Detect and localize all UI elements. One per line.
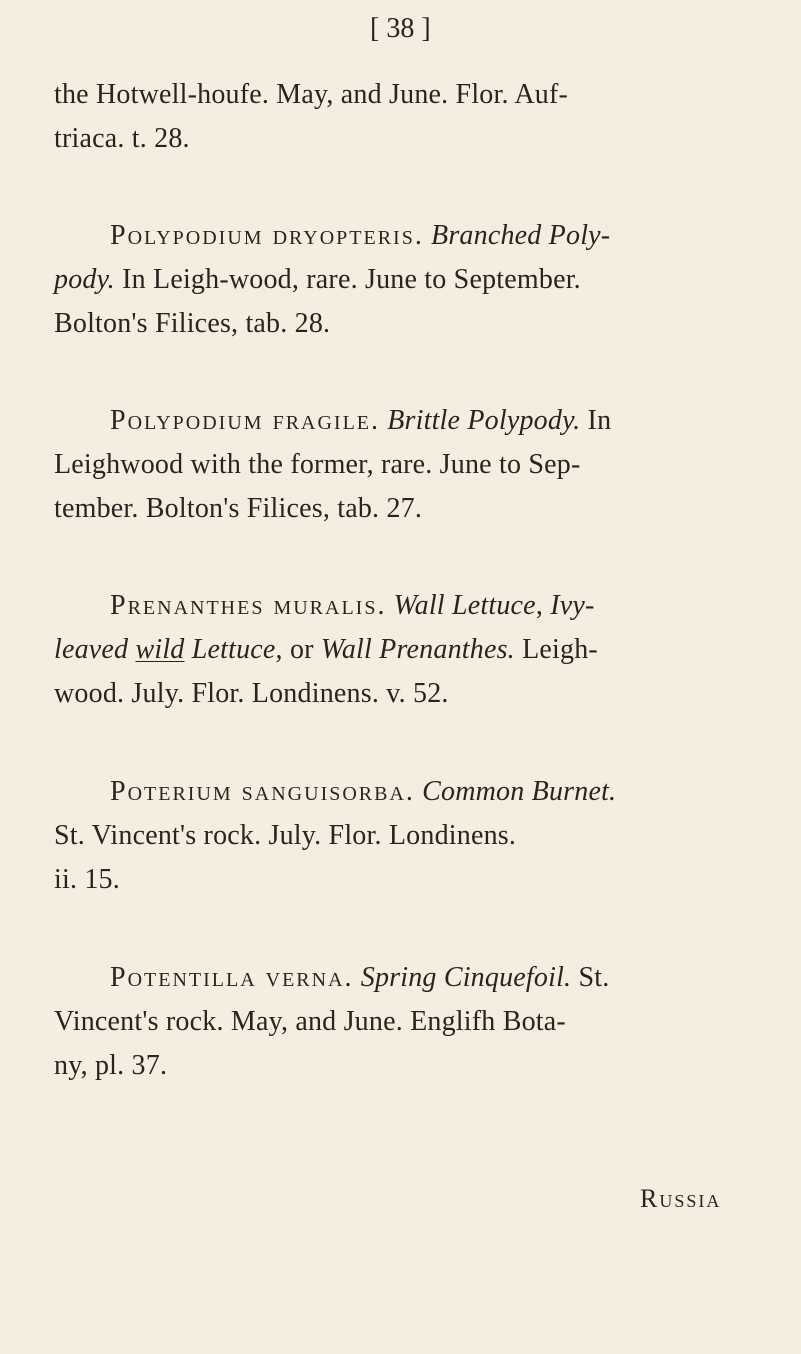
text-line: ii. 15.: [54, 864, 120, 895]
common-name: Branched Poly-: [431, 220, 611, 251]
entry-heading: [110, 589, 595, 623]
common-name: leaved: [54, 634, 129, 665]
text-line: Leighwood with the former, rare. June to Sep-: [54, 449, 581, 480]
entry-heading: [110, 219, 610, 253]
text-line: triaca. t. 28.: [54, 123, 190, 154]
text-line: Bolton's Filices, tab. 28.: [54, 308, 331, 339]
text-line: ny, pl. 37.: [54, 1050, 168, 1081]
common-name: Lettuce: [191, 634, 276, 665]
text-line: St. Vincent's rock. July. Flor. Londinens.: [54, 820, 517, 851]
text-line: the Hotwell-houfe. May, and June. Flor. Auf-: [54, 79, 569, 110]
species-name: Poterium sanguisorba.: [110, 776, 415, 807]
text-line: tember. Bolton's Filices, tab. 27.: [54, 493, 423, 524]
text-line: [54, 263, 581, 297]
common-name-underlined: wild: [135, 634, 185, 665]
species-name: Polypodium dryopteris.: [110, 220, 424, 251]
entry-heading: [110, 961, 609, 995]
entry-heading: [110, 404, 611, 438]
entry-text: St.: [571, 962, 610, 993]
entry-text: In Leigh-wood, rare. June to September.: [114, 264, 581, 295]
common-name-cont: pody.: [54, 264, 115, 295]
common-name: Common Burnet.: [422, 776, 617, 807]
species-name: Prenanthes muralis.: [110, 590, 387, 621]
common-name: Spring Cinquefoil.: [360, 962, 572, 993]
common-name: Wall Lettuce: [393, 590, 536, 621]
entry-text: Leigh-: [514, 634, 598, 665]
common-name: Ivy-: [550, 590, 595, 621]
space: [185, 634, 192, 665]
text-line: Vincent's rock. May, and June. Englifh Bota-: [54, 1006, 566, 1037]
common-name: Brittle Polypody.: [387, 405, 581, 436]
species-name: Polypodium fragile.: [110, 405, 381, 436]
text-line: [54, 633, 598, 667]
entry-text: In: [580, 405, 612, 436]
page-number: [ 38 ]: [370, 13, 431, 44]
catchword: Russia: [640, 1184, 722, 1213]
entry-text: , or: [275, 634, 321, 665]
entry-heading: [110, 775, 616, 809]
text-line: wood. July. Flor. Londinens. v. 52.: [54, 678, 449, 709]
punctuation: ,: [535, 590, 551, 621]
species-name: Potentilla verna.: [110, 962, 354, 993]
common-name: Wall Prenanthes.: [320, 634, 515, 665]
